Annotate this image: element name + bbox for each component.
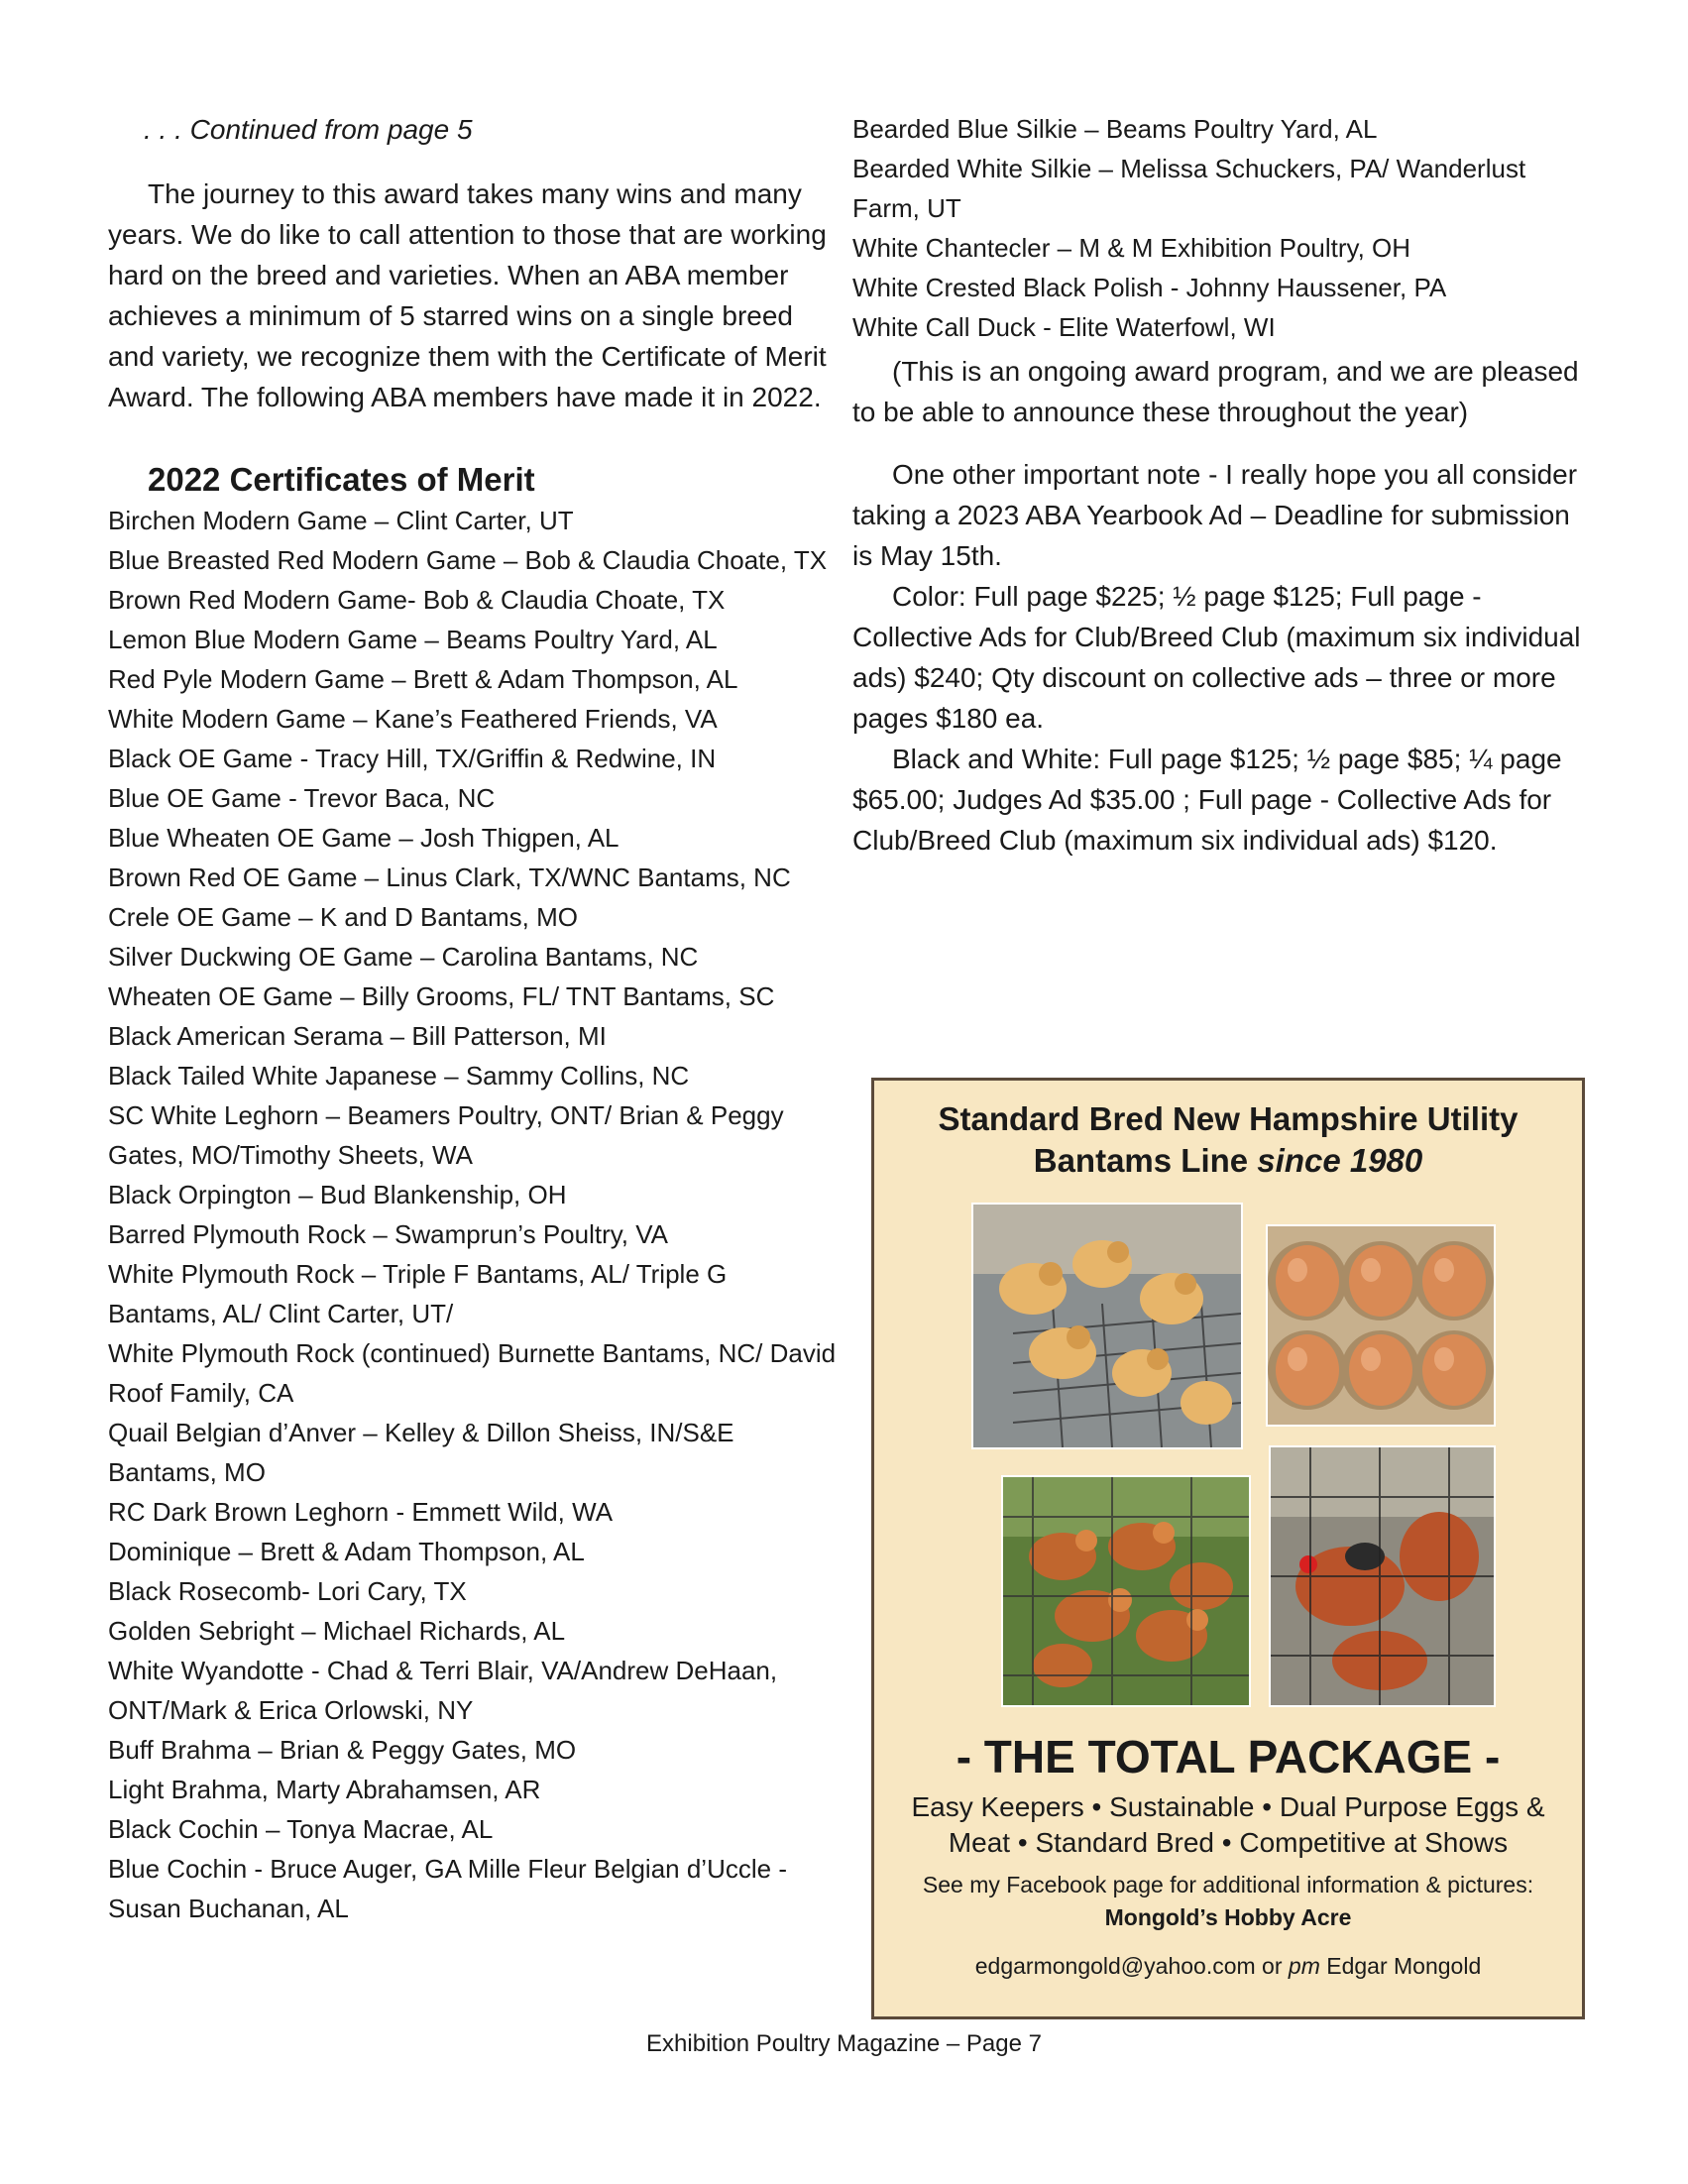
hens-image [1271,1447,1494,1705]
list-item: Black OE Game - Tracy Hill, TX/Griffin & Redwine, IN [108,744,717,773]
list-item: SC White Leghorn – Beamers Poultry, ONT/ Brian & Peggy Gates, MO/Timothy Sheets, WA [108,1100,784,1170]
yearbook-note: One other important note - I really hope you all consider taking a 2023 ABA Yearbook Ad – Deadline for submission is May 15th. [852,459,1578,571]
list-item: Birchen Modern Game – Clint Carter, UT [108,506,574,535]
ad-email-pm: pm [1288,1953,1320,1979]
continued-note: . . . Continued from page 5 [144,114,473,145]
ad-title-line1: Standard Bred New Hampshire Utility [938,1100,1519,1137]
certificates-list [108,501,842,1928]
ad-fb-text: See my Facebook page for additional information & pictures: [922,1872,1534,1897]
list-item: Brown Red Modern Game- Bob & Claudia Choate, TX [108,585,726,615]
ad-email-name: Edgar Mongold [1319,1953,1482,1979]
list-item: Golden Sebright – Michael Richards, AL [108,1616,566,1646]
list-item: Bearded Blue Silkie – Beams Poultry Yard, AL [852,114,1378,144]
list-item: Blue OE Game - Trevor Baca, NC [108,783,496,813]
eggs-photo [1268,1226,1494,1425]
eggs-image [1268,1226,1494,1425]
list-item: Silver Duckwing OE Game – Carolina Bantams, NC [108,942,699,972]
list-item: Black Tailed White Japanese – Sammy Collins, NC [108,1061,690,1091]
list-item: Barred Plymouth Rock – Swamprun’s Poultry, VA [108,1219,669,1249]
list-item: Blue Breasted Red Modern Game – Bob & Claudia Choate, TX [108,545,828,575]
advertisement-box [871,1078,1585,2019]
ad-tagline: - THE TOTAL PACKAGE - [956,1731,1501,1782]
list-item: RC Dark Brown Leghorn - Emmett Wild, WA [108,1497,614,1527]
list-item: White Plymouth Rock (continued) Burnette Bantams, NC/ David Roof Family, CA [108,1338,837,1408]
list-item: White Chantecler – M & M Exhibition Poultry, OH [852,233,1411,263]
ad-fb-name: Mongold’s Hobby Acre [1104,1904,1352,1930]
chicks-image [973,1205,1241,1447]
pullets-image [1003,1477,1249,1705]
list-item: Crele OE Game – K and D Bantams, MO [108,902,578,932]
left-column [108,109,842,1928]
list-item: Brown Red OE Game – Linus Clark, TX/WNC Bantams, NC [108,862,791,892]
ad-email-address: edgarmongold@yahoo.com [974,1953,1256,1979]
list-item: Black American Serama – Bill Patterson, MI [108,1021,607,1051]
ad-title-line2: Bantams Line [1033,1142,1258,1179]
list-item: Light Brahma, Marty Abrahamsen, AR [108,1775,541,1804]
list-item: Red Pyle Modern Game – Brett & Adam Thompson, AL [108,664,738,694]
certificates-heading: 2022 Certificates of Merit [148,461,535,498]
right-column [852,109,1586,861]
list-item: Lemon Blue Modern Game – Beams Poultry Yard, AL [108,625,718,654]
ad-features-line1: Easy Keepers • Sustainable • Dual Purpose Eggs & [911,1791,1545,1822]
intro-paragraph: The journey to this award takes many wins and many years. We do like to call attention to those that are working hard on the breed and varieties. When an ABA member achieves a minimum of 5 starred wins on a single breed and variety, we recognize them with the Certificate of Merit Award. The following ABA members have made it in 2022. [108,178,827,412]
ad-features [894,1789,1562,1861]
ad-features-line2: Meat • Standard Bred • Competitive at Shows [948,1827,1509,1858]
ad-title [874,1098,1582,1182]
list-item: Blue Cochin - Bruce Auger, GA Mille Fleur Belgian d’Uccle - Susan Buchanan, AL [108,1854,787,1923]
pullets-photo [1003,1477,1249,1705]
hens-photo [1271,1447,1494,1705]
list-item: Black Rosecomb- Lori Cary, TX [108,1576,467,1606]
list-item: Bearded White Silkie – Melissa Schuckers, PA/ Wanderlust Farm, UT [852,154,1526,223]
ad-email-or: or [1255,1953,1289,1979]
ad-title-since: since 1980 [1257,1142,1423,1179]
list-item: Buff Brahma – Brian & Peggy Gates, MO [108,1735,577,1765]
list-item: Dominique – Brett & Adam Thompson, AL [108,1537,585,1566]
ad-facebook-info [914,1869,1542,1934]
list-item: White Wyandotte - Chad & Terri Blair, VA/Andrew DeHaan, ONT/Mark & Erica Orlowski, NY [108,1656,778,1725]
page-footer: Exhibition Poultry Magazine – Page 7 [646,2030,1042,2057]
ad-contact [874,1953,1582,1980]
list-item: Wheaten OE Game – Billy Grooms, FL/ TNT Bantams, SC [108,981,775,1011]
bw-prices: Black and White: Full page $125; ½ page $85; ¼ page $65.00; Judges Ad $35.00 ; Full page - Collective Ads for Club/Breed Club (maximum six individual ads) $120. [852,744,1562,856]
list-item: Blue Wheaten OE Game – Josh Thigpen, AL [108,823,619,853]
list-item: Quail Belgian d’Anver – Kelley & Dillon Sheiss, IN/S&E Bantams, MO [108,1418,734,1487]
list-item: White Crested Black Polish - Johnny Haussener, PA [852,273,1447,302]
list-item: White Call Duck - Elite Waterfowl, WI [852,312,1276,342]
list-item: White Plymouth Rock – Triple F Bantams, AL/ Triple G Bantams, AL/ Clint Carter, UT/ [108,1259,728,1328]
list-item: Black Cochin – Tonya Macrae, AL [108,1814,494,1844]
chicks-photo [973,1205,1241,1447]
ad-title-line2-wrap [874,1140,1582,1182]
ongoing-paragraph: (This is an ongoing award program, and we are pleased to be able to announce these throughout the year) [852,356,1579,427]
certificates-list-continued [852,109,1586,347]
list-item: White Modern Game – Kane’s Feathered Friends, VA [108,704,718,734]
list-item: Black Orpington – Bud Blankenship, OH [108,1180,567,1209]
color-prices: Color: Full page $225; ½ page $125; Full page - Collective Ads for Club/Breed Club (maximum six individual ads) $240; Qty discount on collective ads – three or more pages $180 ea. [852,581,1581,734]
